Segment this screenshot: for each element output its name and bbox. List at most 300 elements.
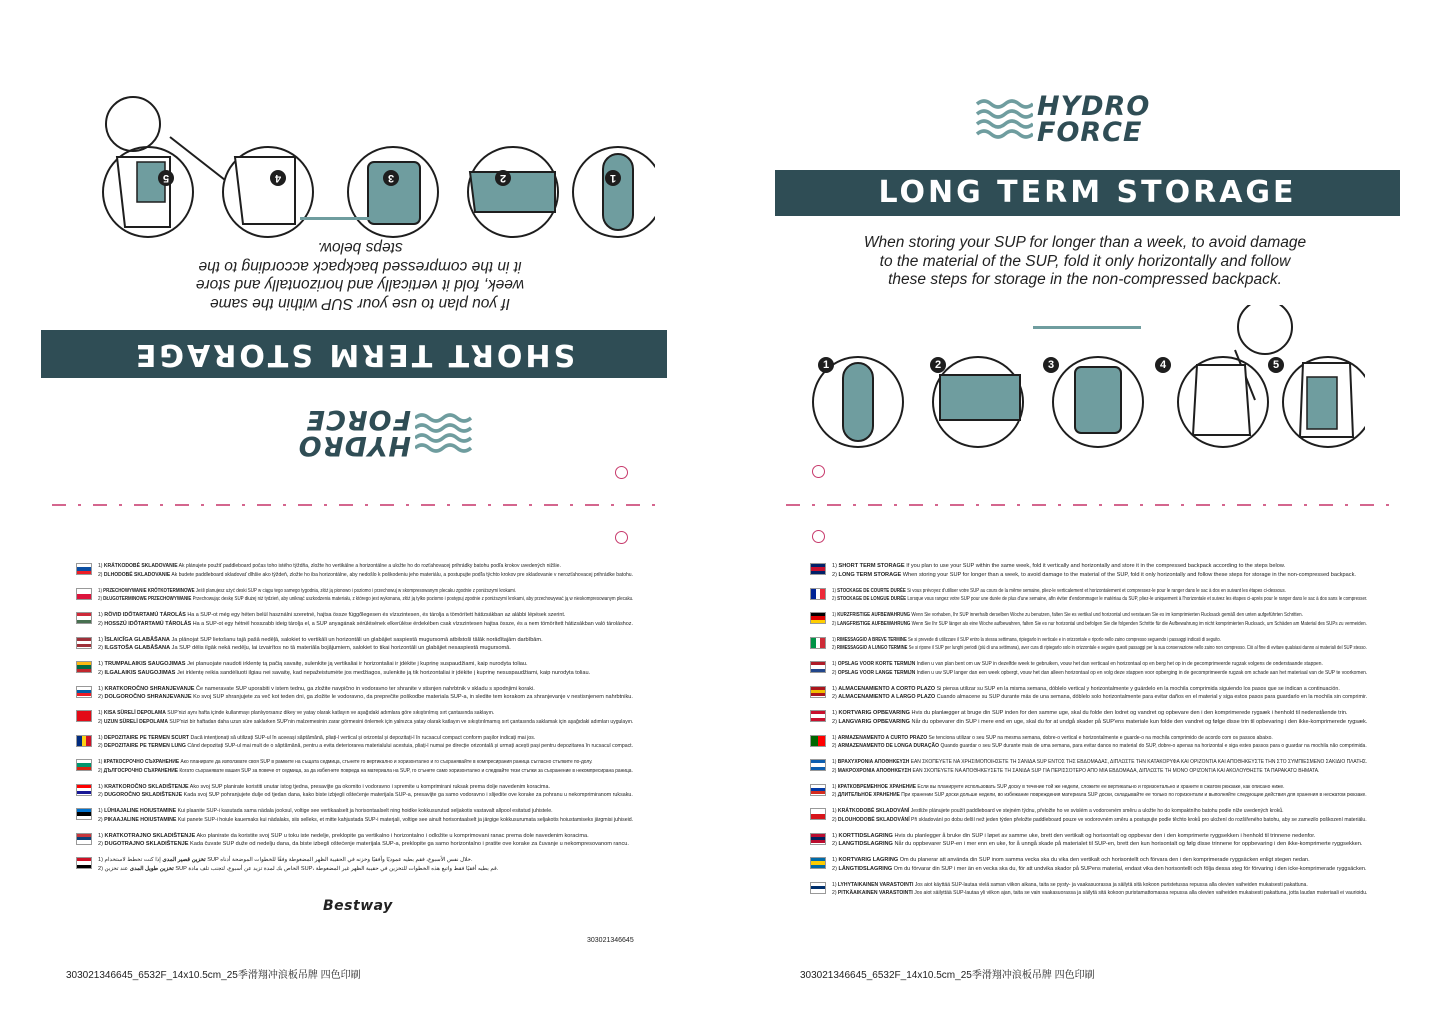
flag-icon-pt <box>810 735 826 747</box>
instruction-title: ILGSTOŠA GLABĀŠANA <box>104 645 171 652</box>
instruction-line <box>98 620 633 629</box>
instruction-body: Jeśli planujesz użyć deski SUP w ciągu tego samego tygodnia, złóż ją pionowo i poziomo i przechowuj w skompresowanym plecaku zgodnie z poniższymi krokami. <box>195 587 517 594</box>
line-number: 1) <box>832 685 839 692</box>
language-row <box>76 856 636 881</box>
flag-icon-cz <box>810 808 826 820</box>
line-number: 1) <box>98 857 105 863</box>
left-hydroforce-logo <box>243 400 473 460</box>
flag-icon-gr <box>810 759 826 771</box>
flag-icon-rs <box>76 833 92 845</box>
instruction-title: PITKÄAIKAINEN VARASTOINTI <box>837 890 913 897</box>
left-step-1-badge: 1 <box>605 170 621 186</box>
language-text <box>98 832 629 849</box>
flag-icon-ee <box>76 808 92 820</box>
line-number: 2) <box>832 816 838 823</box>
language-row <box>76 660 636 685</box>
instruction-body: Če nameravate SUP uporabiti v istem tednu, ga zložite navpično in vodoravno ter shranite v stisnjen nahrbtnik v skladu s spodnjimi koraki. <box>196 685 535 692</box>
instruction-title: KRÁTKODOBÉ SKLADOVANIE <box>103 563 178 569</box>
instruction-line <box>832 791 1367 800</box>
instruction-body: Jos aiot säilyttää SUP-lautaa yli viikon ajan, taita se vain vaakasuorassa ja säilytä sitä kokoon puristamattomassa repussa alla olevien vaiheiden mukaisesti pakattuna, jotta laudan materiaali ei vaurioidu. <box>914 890 1368 897</box>
language-row <box>76 832 636 857</box>
language-row <box>76 562 636 587</box>
instruction-title: LÜHIAJALINE HOIUSTAMINE <box>104 808 177 814</box>
line-number: 2) <box>98 571 104 578</box>
line-number: 1) <box>832 759 838 765</box>
language-row <box>76 587 636 612</box>
instruction-title: LYHYTAIKAINEN VARASTOINTI <box>837 881 914 888</box>
cut-line <box>786 504 1390 506</box>
flag-icon-hr <box>76 784 92 796</box>
line-number: 2) <box>832 792 838 799</box>
line-number: 2) <box>832 694 839 701</box>
instruction-line <box>832 889 1367 898</box>
instruction-line <box>832 595 1367 604</box>
instruction-line <box>98 865 498 874</box>
instruction-line <box>98 758 633 767</box>
instruction-title: KRATKOROČNO SKLADIŠTENJE <box>104 783 189 790</box>
wave-logo-icon <box>975 96 1033 146</box>
flag-icon-ro <box>76 735 92 747</box>
line-number: 1) <box>832 563 839 569</box>
instruction-line <box>98 636 543 645</box>
instruction-line <box>832 734 1367 743</box>
instruction-line <box>98 832 629 841</box>
instruction-title: ΒΡΑΧΥΧΡΟΝΙΑ ΑΠΟΘΗΚΕΥΣΗ <box>837 759 910 765</box>
right-language-list <box>810 562 1370 905</box>
language-text <box>98 856 498 873</box>
language-row <box>810 856 1370 881</box>
line-number: 2) <box>98 596 104 603</box>
instruction-body: Jos aiot käyttää SUP-lautaa vielä saman viikon aikana, taita se pysty- ja vaakasuorassa ja säilytä sitä kokoon puristetussa repussa alla olevien vaiheiden mukaisesti pakattuna. <box>914 881 1308 888</box>
instruction-body: Om du förvarar din SUP i mer än en vecka ska du, för att undvika skador på SUPens material, endast vika den horisontellt och följa dessa steg för förvaring i den icke-komprimerade ryggsäcken. <box>893 865 1367 872</box>
instruction-line <box>832 571 1356 580</box>
left-step-4-badge: 4 <box>270 170 286 186</box>
flag-icon-es <box>810 686 826 698</box>
flag-icon-it <box>810 637 826 649</box>
instruction-body: Se si prevede di utilizzare il SUP entro la stessa settimana, ripiegarlo in verticale e in orizzontale e riporlo nello zaino compresso seguendo i passaggi indicati di seguito. <box>907 636 1221 643</box>
punch-hole-marker <box>812 465 825 478</box>
instruction-line <box>832 816 1367 825</box>
instruction-line <box>832 685 1367 694</box>
instruction-line <box>98 587 633 596</box>
line-number: 1) <box>98 685 105 692</box>
instruction-line <box>98 807 633 816</box>
instruction-title: DEPOZITAIRE PE TERMEN LUNG <box>104 743 186 750</box>
instruction-line <box>98 595 633 604</box>
instruction-line <box>832 767 1367 776</box>
instruction-title: PIKAAJALINE HOIUSTAMINE <box>104 816 177 823</box>
flag-icon-de <box>810 612 826 624</box>
instruction-body: ΕΑΝ ΣΚΟΠΕΥΕΤΕ ΝΑ ΧΡΗΣΙΜΟΠΟΙΗΣΕΤΕ ΤΗ ΣΑΝΙΔΑ SUP ΕΝΤΟΣ ΤΗΣ ΕΒΔΟΜΑΔΑΣ, ΔΙΠΛΩΣΤΕ ΤΗΝ ΚΑΤΑΚΟΡΥΦΑ ΚΑΙ ΟΡΙΖΟΝΤΙΑ ΚΑΙ ΑΠΟΘΗΚΕΥΣΤΕ ΤΗΝ ΣΤΟ ΣΥΜΠΙΕΣΜΕΝΟ ΣΑΚΙΔΙΟ ΠΛΑΤΗΣ. <box>910 759 1368 765</box>
instruction-body: When storing your SUP for longer than a week, to avoid damage to the material of the SUP, fold it only horizontally and follow these steps for storage in the non-compressed backpack. <box>902 571 1356 578</box>
language-text <box>98 611 633 628</box>
line-number: 1) <box>832 710 839 716</box>
line-number: 1) <box>832 783 838 790</box>
line-number: 1) <box>832 587 838 594</box>
bestway-logo: Bestway <box>323 898 393 914</box>
language-text <box>832 685 1367 702</box>
language-text <box>98 636 543 653</box>
left-footer-text: 303021346645_6532F_14x10.5cm_25季滑翔冲浪板吊牌 四色印刷 <box>66 970 361 981</box>
instruction-body: Wenn Sie vorhaben, Ihr SUP innerhalb derselben Woche zu benutzen, falten Sie es vertikal und horizontal und verstauen Sie es im komprimierten Rucksack gemäß den unten aufgeführten Schritten. <box>911 612 1303 618</box>
line-number: 1) <box>98 587 104 594</box>
instruction-body: Cuando almacene su SUP durante más de una semana, dóblelo solo horizontalmente para evitar daños en el material y siga estos pasos para guardarlo en la mochila sin comprimir. <box>936 694 1368 701</box>
instruction-title: RIMESSAGGIO A LUNGO TERMINE <box>836 645 908 652</box>
instruction-title: DOLGOROČNO SHRANJEVANJE <box>104 694 192 701</box>
instruction-title: تخزين طويل المدى <box>129 865 174 872</box>
instruction-body: إذا كنت تخطط لاستخدام SUP خلال نفس الأسبوع، فقم بطيه عموديًا وأفقيًا وخزنه في الحقيبة الظهر المضغوطة وفقًا للخطوات الموضحة أدناه. <box>104 857 473 863</box>
instruction-title: ДЪЛГОСРОЧНО СЪХРАНЕНИЕ <box>103 767 178 774</box>
instruction-line <box>832 611 1367 620</box>
language-text <box>832 562 1356 579</box>
instruction-body: Når du opbevarer din SUP i mere end en uge, skal du for at undgå skader på SUP'ens materiale kun folde den vandret og følge disse trin til opbevaring i den ikke-komprimerede rygsæk. <box>911 718 1368 725</box>
instruction-line <box>98 669 590 678</box>
punch-hole-marker <box>615 466 628 479</box>
instruction-body: Quando guardar o seu SUP durante mais de uma semana, para evitar danos no material do SUP, dobre-o apenas na horizontal e siga estes passos para o guardar na mochila não comprimida. <box>940 743 1367 750</box>
instruction-title: KRÁTKODOBÉ SKLADOVÁNÍ <box>837 808 910 814</box>
right-steps-illustration <box>785 305 1365 455</box>
instruction-line <box>832 587 1367 596</box>
flag-icon-ar <box>76 857 92 869</box>
language-text <box>98 587 633 604</box>
instruction-line <box>98 571 633 580</box>
instruction-body: SUP'nizi bir haftadan daha uzun süre saklarken SUP'nin malzemesinin zarar görmesini önlemek için yalnızca yatay olarak katlayın ve sıkıştırılmamış sırt çantasında saklamak için aşağıdaki adımları uygulayın. <box>169 718 634 725</box>
line-number: 2) <box>98 816 105 823</box>
line-number: 1) <box>832 808 838 814</box>
language-text <box>832 832 1362 849</box>
line-number: 1) <box>98 832 105 839</box>
line-number: 2) <box>832 841 839 848</box>
instruction-body: عند تخزين SUP الخاص بك لمدة تزيد عن أسبوع، لتجنب تلف مادة SUP، قم بطيه أفقيًا فقط واتبع هذه الخطوات للتخزين في حقيبة الظهر غير المضغوطة. <box>104 865 499 872</box>
right-step-1-badge: 1 <box>818 357 834 373</box>
instruction-body: При хранении SUP доски дольше недели, во избежание повреждения материала SUP доски, складывайте ее только по горизонтали и выполняйте следующие действия для хранения в несжатом рюкзаке. <box>901 792 1367 799</box>
language-text <box>98 685 633 702</box>
instruction-title: KISA SÜRELİ DEPOLAMA <box>103 710 166 716</box>
flag-icon-tr <box>76 710 92 722</box>
language-row <box>810 734 1370 759</box>
language-row <box>76 758 636 783</box>
instruction-body: Kui panete SUP-i hoiule kauemaks kui nädalaks, siis selleks, et mitte kahjustada SUP-i materjali, voltige see ainult horisontaalselt ja järgige kokkusurumata seljakotis hoiustamiseks järgmisi juhiseid. <box>177 816 634 823</box>
instruction-body: Ako svoj SUP planirate koristiti unutar istog tjedna, presavijte ga okomito i vodoravno i spremite u komprimirani ruksak prema dolje navedenim koracima. <box>189 783 550 790</box>
instruction-body: Indien u uw SUP langer dan een week opbergt, vouw het dan alleen horizontaal op en volg deze stappen voor opberging in de gecomprimeerde rugzak om schade aan het materiaal van de SUP te voorkomen. <box>916 669 1368 676</box>
flag-icon-hu <box>76 612 92 624</box>
instruction-body: Kada svoj SUP pohranjujete dulje od tjedan dana, kako biste izbjegli oštećenje materijala SUP-a, presavijte ga samo vodoravno i slijedite ove korake za pohranu u nekomprimiranom ruksaku. <box>183 792 633 799</box>
wave-logo-icon <box>415 406 473 456</box>
line-number: 2) <box>832 890 838 897</box>
instruction-title: PRZECHOWYWANIE KRÓTKOTERMINOWE <box>103 587 195 594</box>
instruction-title: КРАТКОСРОЧНО СЪХРАНЕНИЕ <box>103 759 180 765</box>
logo-word-1: HYDRO <box>1037 91 1151 122</box>
instruction-line <box>98 685 633 694</box>
instruction-title: OPSLAG VOOR LANGE TERMIJN <box>837 669 916 676</box>
language-text <box>98 709 633 726</box>
language-row <box>810 807 1370 832</box>
instruction-title: ΜΑΚΡΟΧΡΟΝΙΑ ΑΠΟΘΗΚΕΥΣΗ <box>837 767 912 774</box>
line-number: 2) <box>98 792 105 799</box>
flag-icon-ru <box>810 784 826 796</box>
line-number: 2) <box>832 718 839 725</box>
instruction-body: Когато съхранявате вашия SUP за повече от седмица, за да избегнете повреда на материала на SUP, го сгънете само хоризонтално и следвайте тези стъпки за съхранение в некомпресирана раница. <box>179 767 633 774</box>
line-number: 2) <box>832 669 838 676</box>
language-text <box>832 611 1367 628</box>
instruction-title: SHORT TERM STORAGE <box>838 563 905 569</box>
instruction-line <box>832 856 1367 865</box>
instruction-title: تخزين قصير المدى <box>162 857 206 863</box>
instruction-line <box>98 816 633 825</box>
language-text <box>98 660 590 677</box>
left-step-2-badge: 2 <box>495 170 511 186</box>
instruction-line <box>832 693 1367 702</box>
flag-icon-pl <box>76 588 92 600</box>
instruction-body: Ako planirate da koristite svoj SUP u toku iste nedelje, preklopite ga vertikalno i horizontalno i odložite u komprimovani ranac prema dole navedenim koracima. <box>196 832 589 839</box>
right-footer-text: 303021346645_6532F_14x10.5cm_25季滑翔冲浪板吊牌 四色印刷 <box>800 970 1095 981</box>
instruction-body: If you plan to use your SUP within the same week, fold it vertically and horizontally and store it in the compressed backpack according to the steps below. <box>906 563 1286 569</box>
line-number: 2) <box>98 620 105 627</box>
instruction-title: HOSSZÚ IDŐTARTAMÚ TÁROLÁS <box>104 620 192 627</box>
language-row <box>810 709 1370 734</box>
line-number: 2) <box>832 620 838 627</box>
instruction-body: Si piensa utilizar su SUP en la misma semana, dóblelo vertical y horizontalmente y guárdelo en la mochila comprimida siguiendo los pasos que se indican a continuación. <box>936 685 1340 692</box>
instruction-line <box>98 709 633 718</box>
instruction-line <box>98 742 633 751</box>
instruction-line <box>98 840 629 849</box>
line-number: 2) <box>832 596 838 603</box>
instruction-line <box>832 832 1362 841</box>
left-intro-text: If you plan to use your SUP within the same week, fold it vertically and horizontally and store it in the compressed backpack according to the steps below. <box>195 239 525 312</box>
flag-icon-lt <box>76 661 92 673</box>
line-number: 1) <box>832 636 837 643</box>
left-divider-rule <box>300 217 408 220</box>
line-number: 2) <box>832 767 838 774</box>
language-text <box>832 636 1367 653</box>
instruction-line <box>98 767 633 776</box>
flag-icon-fi <box>810 882 826 894</box>
language-row <box>810 636 1370 661</box>
instruction-line <box>98 856 498 865</box>
instruction-line <box>832 865 1367 874</box>
instruction-line <box>98 611 633 620</box>
instruction-line <box>98 718 633 727</box>
language-text <box>832 856 1367 873</box>
instruction-title: DEPOZITAIRE PE TERMEN SCURT <box>104 734 190 741</box>
language-row <box>76 734 636 759</box>
line-number: 2) <box>832 865 839 872</box>
instruction-line <box>832 807 1367 816</box>
right-step-4-badge: 4 <box>1155 357 1171 373</box>
logo-word-2: FORCE <box>305 404 411 435</box>
instruction-title: ARMAZENAMENTO DE LONGA DURAÇÃO <box>837 743 940 750</box>
line-number: 2) <box>98 841 105 848</box>
instruction-body: Se si ripone il SUP per lunghi periodi (più di una settimana), aver cura di ripiegarlo solo in orizzontale e seguire questi passaggi per la sua conservazione nello zaino non compresso. Ciò al fine di evitare qualsiasi danno ai materiali del SUP stesso. <box>908 645 1367 652</box>
language-row <box>810 660 1370 685</box>
instruction-body: Ak plánujete použiť paddleboard počas toho istého týždňa, zložte ho vertikálne a horizontálne a uložte ho do rozťahovacej prihrádky batohu podľa krokov uvedených nižšie. <box>178 563 561 569</box>
language-row <box>810 587 1370 612</box>
instruction-body: Kada čuvate SUP duže od nedelju dana, da biste izbegli oštećenje materijala SUP-a, preklopite ga samo horizontalno i pratite ove korake za čuvanje u nekompresovanom rancu. <box>190 841 629 848</box>
instruction-title: DUGOTRAJNO SKLADIŠTENJE <box>104 841 189 848</box>
instruction-title: KORTTIDSLAGRING <box>838 832 893 839</box>
language-row <box>810 758 1370 783</box>
instruction-body: Hvis du planlægger at bruge din SUP inden for den samme uge, skal du folde den lodret og vandret og opbevare den i den komprimerede rygsæk i henhold til nedenstående trin. <box>911 710 1348 716</box>
instruction-title: ALMACENAMIENTO A LARGO PLAZO <box>838 694 936 701</box>
language-text <box>832 881 1367 898</box>
instruction-line <box>98 660 590 669</box>
line-number: 2) <box>98 718 104 725</box>
line-number: 2) <box>832 743 838 750</box>
instruction-body: ΕΑΝ ΣΚΟΠΕΥΕΤΕ ΝΑ ΑΠΟΘΗΚΕΥΣΕΤΕ ΤΗ ΣΑΝΙΔΑ SUP ΓΙΑ ΠΕΡΙΣΣΟΤΕΡΟ ΑΠΟ ΜΙΑ ΕΒΔΟΜΑΔΑ, ΔΙΠΛΩΣΤΕ ΤΗ ΜΟΝΟ ΟΡΙΖΟΝΤΙΑ ΚΑΙ ΑΚΟΛΟΥΘΗΣΤΕ ΤΑ ΠΑΡΑΚΑΤΩ ΒΗΜΑΤΑ. <box>912 767 1320 774</box>
line-number: 2) <box>832 645 837 652</box>
line-number: 1) <box>98 759 104 765</box>
instruction-title: ILGALAIKIS SAUGOJIMAS <box>104 669 176 676</box>
language-text <box>98 562 633 579</box>
left-step-5-badge: 5 <box>158 170 174 186</box>
flag-icon-bg <box>76 759 92 771</box>
instruction-line <box>832 742 1367 751</box>
instruction-line <box>832 644 1367 653</box>
instruction-line <box>832 636 1367 645</box>
instruction-body: Når du oppbevarer SUP-en i mer enn en uke, for å unngå skade på materialet til SUP-en, brett den kun horisontalt og følg disse trinnene for oppbevaring i den ikke-komprimerte ryggsekken. <box>894 841 1363 848</box>
logo-word-1: HYDRO <box>297 430 411 461</box>
flag-icon-lv <box>76 637 92 649</box>
instruction-body: Kui plaanite SUP-i kasutada sama nädala jooksul, voltige see vertikaalselt ja horisontaalselt ning hoidke kokkusurutud seljakotis vastavalt allpool esitatud juhistele. <box>177 808 553 814</box>
instruction-line <box>832 562 1356 571</box>
left-banner-title: SHORT TERM STORAGE <box>41 330 667 378</box>
instruction-line <box>832 783 1367 792</box>
instruction-body: Jestliže plánujete použít paddleboard ve stejném týdnu, přeložte ho ve svislém a vodorovném směru a uložte ho do kompaktního batohu podle níže uvedených kroků. <box>910 808 1284 814</box>
line-number: 1) <box>98 783 105 790</box>
instruction-line <box>98 644 543 653</box>
line-number: 1) <box>832 612 838 618</box>
language-text <box>832 587 1367 604</box>
instruction-body: Ja plānojat SUP lietošanu tajā pašā nedēļā, salokiet to vertikāli un horizontāli un glabājiet saspiestā mugursomā atbilstoši tālāk norādītajām darbībām. <box>171 636 543 643</box>
right-intro-text: When storing your SUP for longer than a week, to avoid damage to the material of the SUP, fold it only horizontally and follow these steps for storage in the non-compressed backpack. <box>863 234 1307 288</box>
instruction-body: Si vous prévoyez d'utiliser votre SUP au cours de la même semaine, pliez-le verticalement et horizontalement et compressez-le pour le ranger dans le sac à dos en suivant les étapes ci-dessous. <box>907 587 1286 594</box>
instruction-body: Se tenciona utilizar o seu SUP na mesma semana, dobre-o vertical e horizontalmente e guarde-o na mochila comprimido de acordo com os passos abaixo. <box>928 734 1273 741</box>
instruction-body: Om du planerar att använda din SUP inom samma vecka ska du vika den vertikalt och horisontellt och förvara den i den komprimerade ryggsäcken enligt stegen nedan. <box>899 857 1310 863</box>
line-number: 2) <box>98 694 105 701</box>
right-banner-title: LONG TERM STORAGE <box>775 170 1400 216</box>
instruction-title: OPSLAG VOOR KORTE TERMIJN <box>837 661 916 667</box>
instruction-body: Wenn Sie Ihr SUP länger als eine Woche aufbewahren, falten Sie es nur horizontal und befolgen Sie die folgenden Schritte für die Aufbewahrung im nicht komprimierten Rucksack, um Schäden am Material des SUPs zu vermeiden. <box>911 620 1367 627</box>
right-hydroforce-logo <box>975 92 1205 152</box>
flag-icon-nl <box>810 661 826 673</box>
right-step-3-badge: 3 <box>1043 357 1059 373</box>
instruction-line <box>832 709 1367 718</box>
language-text <box>98 807 633 824</box>
line-number: 2) <box>98 669 105 676</box>
instruction-line <box>98 791 633 800</box>
language-text <box>98 783 633 800</box>
flag-icon-no <box>810 833 826 845</box>
language-text <box>832 783 1367 800</box>
instruction-body: Ha a SUP-ot még egy héten belül használni szeretné, hajtsa össze függőlegesen és vízszintesen, és tárolja a tömörített hátizsákban az alábbi lépések szerint. <box>187 612 566 618</box>
instruction-title: KURZFRISTIGE AUFBEWAHRUNG <box>837 612 911 618</box>
instruction-title: КРАТКОВРЕМЕННОЕ ХРАНЕНИЕ <box>837 783 917 790</box>
instruction-title: LONG TERM STORAGE <box>838 571 902 578</box>
flag-icon-fr <box>810 588 826 600</box>
instruction-title: RÖVID IDŐTARTAMÚ TÁROLÁS <box>104 612 186 618</box>
right-step-2-badge: 2 <box>930 357 946 373</box>
instruction-title: STOCKAGE DE COURTE DURÉE <box>837 587 906 594</box>
line-number: 1) <box>98 710 104 716</box>
left-step-3-badge: 3 <box>383 170 399 186</box>
flag-icon-dk <box>810 710 826 722</box>
line-number: 2) <box>98 865 105 872</box>
instruction-title: KRATKOTRAJNO SKLADIŠTENJE <box>104 832 196 839</box>
flag-icon-si <box>76 686 92 698</box>
instruction-body: SUP'nizi aynı hafta içinde kullanmayı planlıyorsanız dikey ve yatay olarak katlayın ve aşağıdaki adımlara göre sıkıştırılmış sırt çantasında saklayın. <box>167 710 495 716</box>
instruction-body: Ако планирате да използвате своя SUP в рамките на същата седмица, сгънете го вертикално и хоризонтално и го съхранявайте в компресирания раница съгласно стъпките по-долу. <box>180 759 593 765</box>
instruction-body: Indien u van plan bent om uw SUP in dezelfde week te gebruiken, vouw het dan verticaal en horizontaal op en berg het op in de gecomprimeerde rugzak volgens de onderstaande stappen. <box>916 661 1323 667</box>
language-row <box>76 783 636 808</box>
line-number: 1) <box>832 881 838 888</box>
line-number: 1) <box>832 857 839 863</box>
instruction-body: Jei planuojate naudoti irklentę tą pačią savaitę, sulenkite ją vertikaliai ir horizontaliai ir įdėkite į kuprinę suspaudžiami, kaip nurodyta toliau. <box>187 661 528 667</box>
line-number: 1) <box>98 563 104 569</box>
instruction-title: DLOUHODOBÉ SKLADOVÁNÍ <box>837 816 910 823</box>
language-row <box>810 611 1370 636</box>
instruction-title: LANGVARIG OPBEVARING <box>838 718 911 725</box>
left-step-badges <box>0 0 1 1</box>
punch-hole-marker <box>615 531 628 544</box>
line-number: 2) <box>98 645 105 652</box>
instruction-body: Ko svoj SUP shranjujete za več kot teden dni, ga zložite le vodoravno, da preprečite poškodbe materiala SUP-a, in sledite tem korakom za shranjevanje v nestisnjenem nahrbtniku. <box>193 694 633 701</box>
line-number: 1) <box>832 661 838 667</box>
instruction-body: Dacă intenționați să utilizați SUP-ul în aceeași săptămână, pliați-l vertical și orizontal și depozitați-l în rucsacul compact conform pașilor indicați mai jos. <box>190 734 536 741</box>
language-text <box>832 807 1367 824</box>
instruction-title: DŁUGOTERMINOWE PRZECHOWYWANIE <box>103 596 192 603</box>
instruction-line <box>832 840 1362 849</box>
language-row <box>810 685 1370 710</box>
instruction-body: Lorsque vous rangez votre SUP pour une durée de plus d'une semaine, afin éviter d'endommager le matériau du SUP, pliez-le uniquement à l'horizontale et suivez les étapes ci-après pour le ranger dans le sac à dos sans le compresser. <box>907 596 1368 603</box>
language-row <box>76 709 636 734</box>
language-text <box>98 734 633 751</box>
line-number: 1) <box>98 636 105 643</box>
instruction-body: Ak budete paddleboard skladovať dlhšie ako týždeň, zložte ho iba horizontálne, aby nedošlo k poškodeniu jeho materiálu, a postupujte podľa týchto krokov pre skladovanie v nerozťahovacej prihrádke batohu. <box>171 571 633 578</box>
instruction-title: LANGTIDSLAGRING <box>838 841 893 848</box>
instruction-line <box>832 758 1367 767</box>
instruction-title: KORTVARIG OPBEVARING <box>838 710 911 716</box>
instruction-title: ĪSLAICĪGA GLABĀŠANA <box>104 636 170 643</box>
instruction-body: Při skladování po dobu delší než jeden týden přeložte paddleboard pouze ve vodorovném směru a postupujte podle těchto kroků pro uložení do rozšířeného batohu, aby se zamezilo poškození materiálu. <box>911 816 1367 823</box>
language-row <box>76 807 636 832</box>
line-number: 2) <box>832 571 839 578</box>
language-text <box>832 660 1367 677</box>
instruction-body: Jei irklentę reikia sandėliuoti ilgiau nei savaitę, kad nepažeistumėte jos medžiagos, sulenkite ją tik horizontaliai ir įdėkite į kuprinę nesuspaudžiami, kaip nurodyta toliau. <box>176 669 591 676</box>
language-text <box>98 758 633 775</box>
cut-line <box>52 504 660 506</box>
language-row <box>810 881 1370 906</box>
instruction-body: Если вы планируете использовать SUP доску в течение той же недели, сложите ее вертикально и горизонтально и храните в сжатом рюкзаке, как описано ниже. <box>917 783 1285 790</box>
flag-icon-sk <box>76 563 92 575</box>
language-text <box>832 758 1367 775</box>
instruction-title: TRUMPALAIKIS SAUGOJIMAS <box>104 661 186 667</box>
language-text <box>832 709 1367 726</box>
instruction-line <box>98 783 633 792</box>
instruction-title: LÅNGTIDSLAGRING <box>838 865 893 872</box>
line-number: 1) <box>98 612 105 618</box>
instruction-line <box>832 881 1367 890</box>
instruction-title: KORTVARIG LAGRING <box>838 857 899 863</box>
left-language-list <box>76 562 636 881</box>
instruction-line <box>832 718 1367 727</box>
line-number: 1) <box>832 734 838 741</box>
line-number: 1) <box>98 661 105 667</box>
language-text <box>832 734 1367 751</box>
product-code: 303021346645 <box>587 937 634 944</box>
instruction-title: UZUN SÜRELİ DEPOLAMA <box>103 718 168 725</box>
instruction-title: KRATKOROČNO SHRANJEVANJE <box>104 685 195 692</box>
language-row <box>810 832 1370 857</box>
